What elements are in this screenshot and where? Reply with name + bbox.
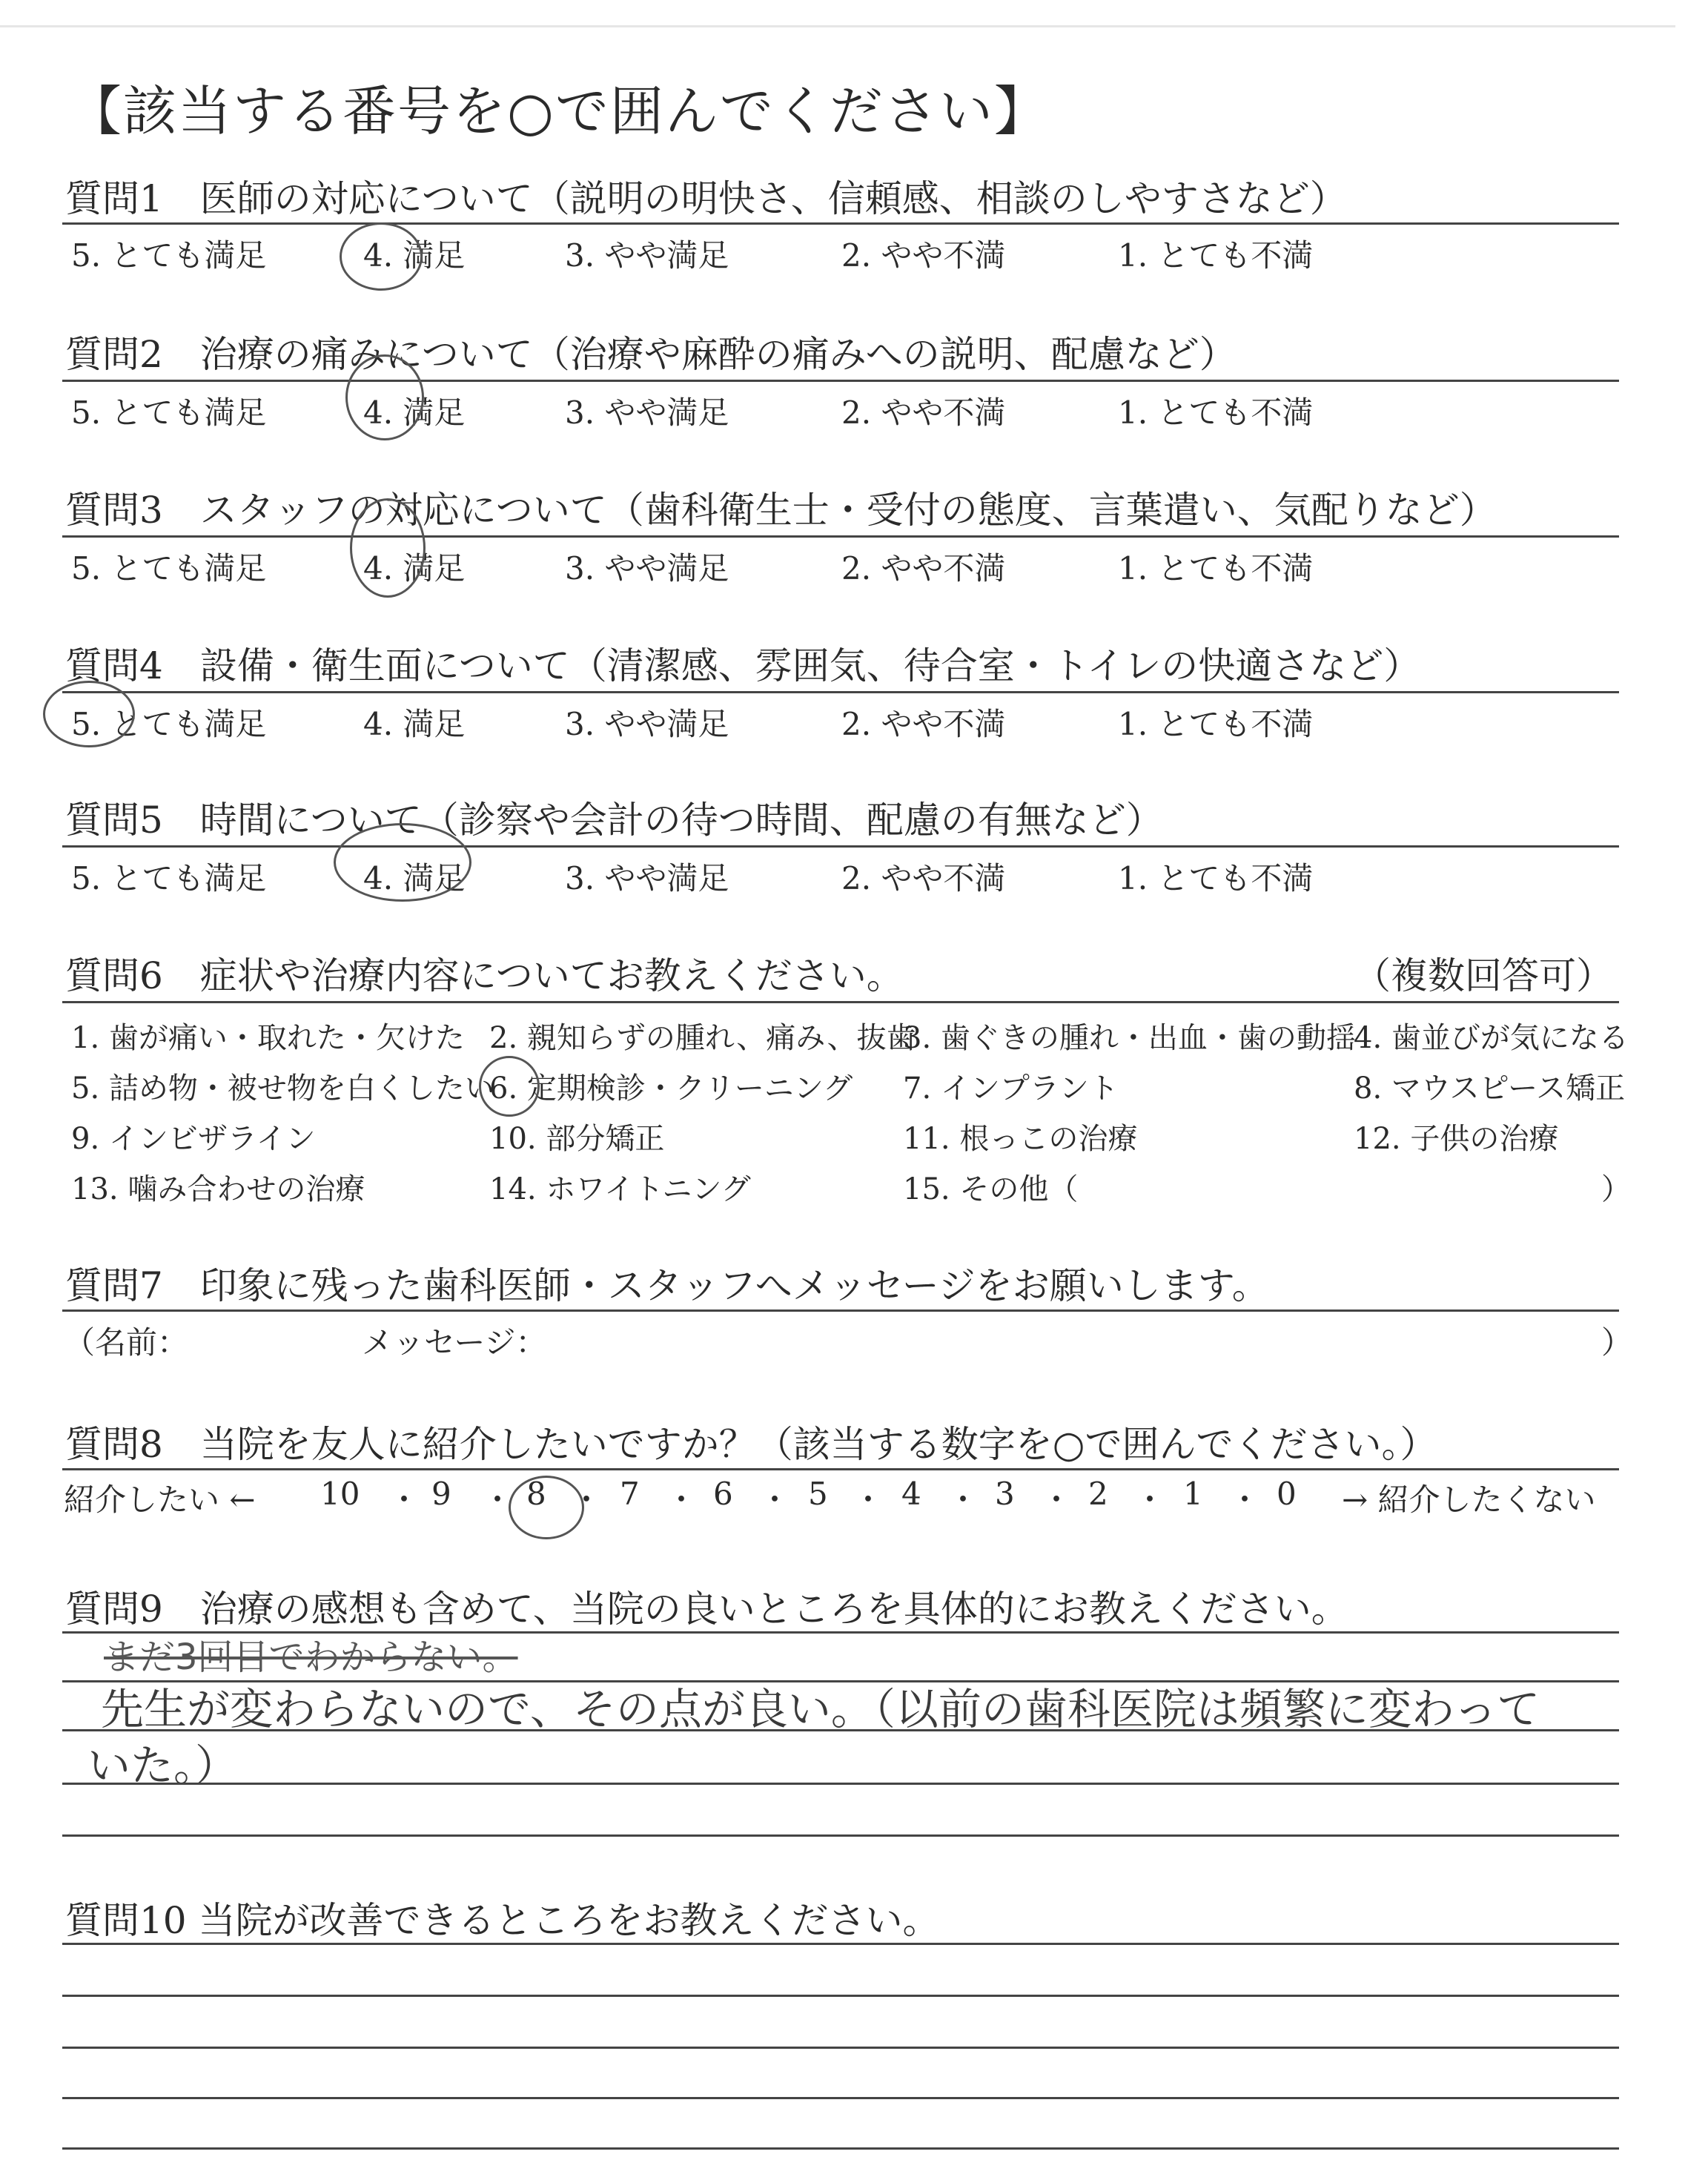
- q8-dot: ・: [571, 1482, 603, 1518]
- q6-option-6[interactable]: 6. 定期検診・クリーニング: [489, 1071, 853, 1106]
- q4-selection-circle: [43, 681, 135, 747]
- q6-option-4[interactable]: 4. 歯並びが気になる: [1354, 1021, 1629, 1055]
- q5-option-5[interactable]: 5. とても満足: [71, 860, 267, 896]
- q6-option-9[interactable]: 9. インビザライン: [71, 1122, 316, 1156]
- q8-number-7[interactable]: 7: [620, 1476, 640, 1512]
- q3-selection-circle: [350, 498, 426, 598]
- q3-option-2[interactable]: 2. やや不満: [841, 550, 1006, 587]
- q6-option-15[interactable]: 15. その他（: [903, 1172, 1079, 1206]
- q6-option-3[interactable]: 3. 歯ぐきの腫れ・出血・歯の動揺: [903, 1021, 1356, 1055]
- question-4-title: 質問4 設備・衛生面について（清潔感、雰囲気、待合室・トイレの快適さなど）: [65, 644, 1421, 687]
- question-10-title: 質問10 当院が改善できるところをお教えください。: [65, 1899, 940, 1942]
- question-2-rule: [62, 380, 1619, 382]
- q2-option-3[interactable]: 3. やや満足: [565, 394, 729, 431]
- q6-other-close-paren: ）: [1601, 1172, 1631, 1206]
- q9-struck-answer: まだ3回目でわからない。: [104, 1636, 518, 1678]
- question-7-rule: [62, 1309, 1619, 1312]
- q8-left-label: 紹介したい ←: [64, 1482, 256, 1518]
- q8-number-6[interactable]: 6: [713, 1476, 733, 1512]
- question-8-rule: [62, 1468, 1619, 1470]
- q9-writing-line-5: [62, 1834, 1619, 1837]
- q2-option-4[interactable]: 4. 満足: [363, 394, 466, 431]
- q3-option-1[interactable]: 1. とても不満: [1118, 550, 1314, 587]
- q8-dot: ・: [666, 1482, 698, 1518]
- question-5-title: 質問5 時間について（診察や会計の待つ時間、配慮の有無など）: [65, 799, 1163, 842]
- q10-writing-line-4: [62, 2097, 1619, 2099]
- q10-writing-line-2: [62, 1995, 1619, 1997]
- q8-number-0[interactable]: 0: [1277, 1476, 1297, 1512]
- q1-option-3[interactable]: 3. やや満足: [565, 237, 729, 274]
- q2-selection-circle: [345, 354, 424, 440]
- q3-option-4[interactable]: 4. 満足: [363, 550, 466, 587]
- q6-option-12[interactable]: 12. 子供の治療: [1354, 1122, 1559, 1156]
- q9-writing-line-3: [62, 1729, 1619, 1731]
- question-8-title: 質問8 当院を友人に紹介したいですか？（該当する数字を○で囲んでください。）: [65, 1423, 1437, 1466]
- page-header: 【該当する番号を○で囲んでください】: [68, 80, 1049, 142]
- question-7-title: 質問7 印象に残った歯科医師・スタッフへメッセージをお願いします。: [65, 1264, 1269, 1307]
- q5-selection-circle: [334, 823, 471, 902]
- q4-option-3[interactable]: 3. やや満足: [565, 706, 729, 742]
- q8-number-5[interactable]: 5: [808, 1476, 828, 1512]
- q1-option-5[interactable]: 5. とても満足: [71, 237, 267, 274]
- q5-option-4[interactable]: 4. 満足: [363, 860, 466, 896]
- scan-top-edge: [0, 0, 1675, 27]
- q8-dot: ・: [1041, 1482, 1073, 1518]
- q2-option-5[interactable]: 5. とても満足: [71, 394, 267, 431]
- q10-writing-line-3: [62, 2047, 1619, 2049]
- q10-writing-line-5: [62, 2147, 1619, 2150]
- q8-dot: ・: [759, 1482, 791, 1518]
- q8-dot: ・: [1134, 1482, 1166, 1518]
- q3-option-3[interactable]: 3. やや満足: [565, 550, 729, 587]
- q6-option-5[interactable]: 5. 詰め物・被せ物を白くしたい: [71, 1071, 494, 1106]
- q6-option-11[interactable]: 11. 根っこの治療: [903, 1122, 1138, 1156]
- q3-option-5[interactable]: 5. とても満足: [71, 550, 267, 587]
- q6-option-13[interactable]: 13. 噛み合わせの治療: [71, 1172, 365, 1206]
- q8-number-3[interactable]: 3: [995, 1476, 1015, 1512]
- q8-dot: ・: [1229, 1482, 1261, 1518]
- q9-answer-line-1: 先生が変わらないので、その点が良い。（以前の歯科医院は頻繁に変わって: [101, 1684, 1540, 1734]
- question-5-rule: [62, 845, 1619, 848]
- q6-selection-circle: [479, 1056, 540, 1117]
- question-6-title: 質問6 症状や治療内容についてお教えください。: [65, 954, 904, 997]
- q4-option-5[interactable]: 5. とても満足: [71, 706, 267, 742]
- q5-option-1[interactable]: 1. とても不満: [1118, 860, 1314, 896]
- question-6-rule: [62, 1001, 1619, 1003]
- question-3-title: 質問3 スタッフの対応について（歯科衛生士・受付の態度、言葉遣い、気配りなど）: [65, 489, 1497, 532]
- q10-writing-line-1: [62, 1943, 1619, 1945]
- q7-message-label: メッセージ：: [362, 1324, 547, 1361]
- q9-writing-line-4: [62, 1783, 1619, 1785]
- q1-option-4[interactable]: 4. 満足: [363, 237, 466, 274]
- q6-option-7[interactable]: 7. インプラント: [903, 1071, 1119, 1106]
- q8-dot: ・: [482, 1482, 514, 1518]
- question-1-rule: [62, 222, 1619, 225]
- question-2-title: 質問2 治療の痛みについて（治療や麻酔の痛みへの説明、配慮など）: [65, 333, 1237, 376]
- question-1-title: 質問1 医師の対応について（説明の明快さ、信頼感、相談のしやすさなど）: [65, 177, 1347, 220]
- question-4-rule: [62, 691, 1619, 693]
- q1-option-1[interactable]: 1. とても不満: [1118, 237, 1314, 274]
- q8-number-9[interactable]: 9: [431, 1476, 451, 1512]
- q6-option-2[interactable]: 2. 親知らずの腫れ、痛み、抜歯: [489, 1021, 916, 1055]
- q2-option-1[interactable]: 1. とても不満: [1118, 394, 1314, 431]
- q5-option-3[interactable]: 3. やや満足: [565, 860, 729, 896]
- question-3-rule: [62, 535, 1619, 538]
- q1-option-2[interactable]: 2. やや不満: [841, 237, 1006, 274]
- q6-option-8[interactable]: 8. マウスピース矯正: [1354, 1071, 1626, 1106]
- q9-answer-line-2: いた。）: [87, 1740, 239, 1791]
- q2-option-2[interactable]: 2. やや不満: [841, 394, 1006, 431]
- q8-number-8[interactable]: 8: [526, 1476, 546, 1512]
- q4-option-2[interactable]: 2. やや不満: [841, 706, 1006, 742]
- question-9-title: 質問9 治療の感想も含めて、当院の良いところを具体的にお教えください。: [65, 1588, 1348, 1631]
- q4-option-4[interactable]: 4. 満足: [363, 706, 466, 742]
- q8-dot: ・: [853, 1482, 884, 1518]
- q8-number-2[interactable]: 2: [1088, 1476, 1108, 1512]
- q7-name-label: （名前：: [64, 1324, 189, 1361]
- q8-number-1[interactable]: 1: [1183, 1476, 1203, 1512]
- q8-right-label: → 紹介したくない: [1342, 1482, 1596, 1518]
- q4-option-1[interactable]: 1. とても不満: [1118, 706, 1314, 742]
- q5-option-2[interactable]: 2. やや不満: [841, 860, 1006, 896]
- q8-number-4[interactable]: 4: [901, 1476, 921, 1512]
- q8-dot: ・: [947, 1482, 979, 1518]
- q8-selection-circle: [509, 1476, 584, 1539]
- question-6-note: （複数回答可）: [1354, 954, 1613, 997]
- q6-option-10[interactable]: 10. 部分矯正: [489, 1122, 665, 1156]
- q6-option-14[interactable]: 14. ホワイトニング: [489, 1172, 751, 1206]
- q8-dot: ・: [388, 1482, 420, 1518]
- q6-option-1[interactable]: 1. 歯が痛い・取れた・欠けた: [71, 1021, 465, 1055]
- q8-number-10[interactable]: 10: [320, 1476, 360, 1512]
- q7-close-paren: ）: [1601, 1324, 1633, 1361]
- q1-selection-circle: [340, 222, 423, 291]
